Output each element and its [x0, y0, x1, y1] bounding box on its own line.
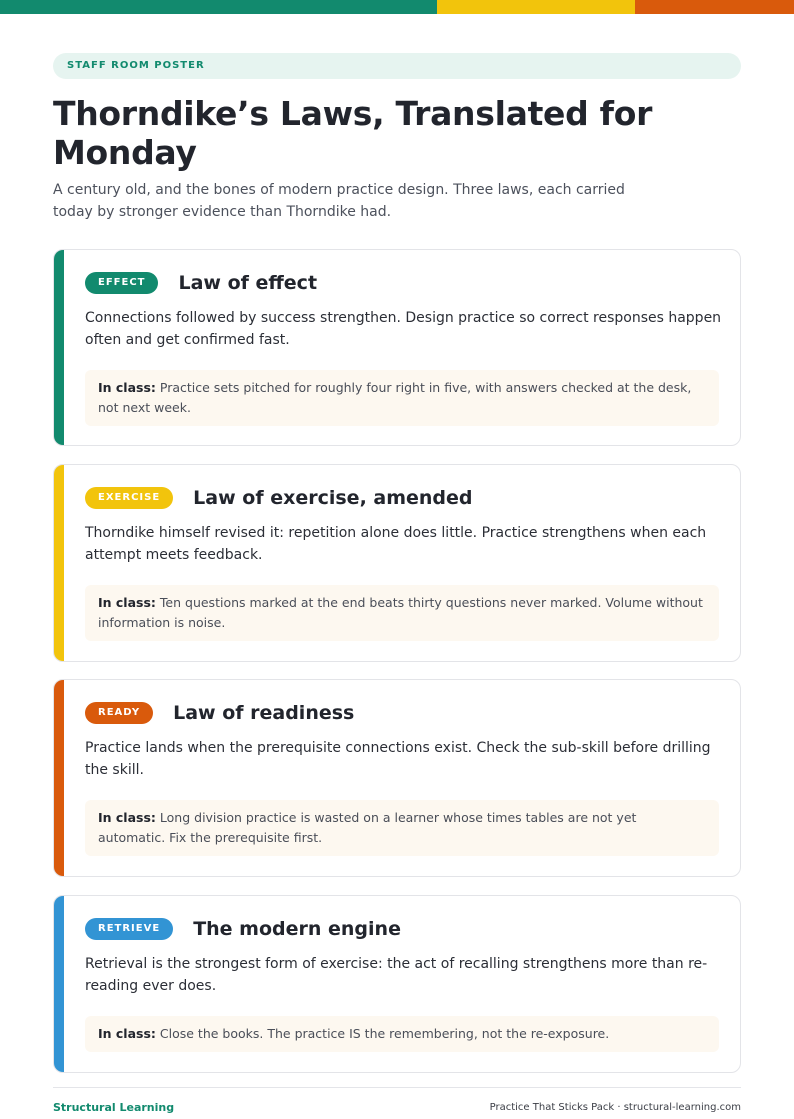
law-title: Law of effect — [178, 272, 318, 294]
top-bar-yellow-segment — [437, 0, 635, 14]
card-accent-bar — [54, 465, 64, 661]
law-badge: EFFECT — [85, 272, 158, 294]
in-class-note — [85, 585, 719, 641]
card-header — [85, 486, 473, 510]
footer-brand: Structural Learning — [53, 1101, 175, 1114]
card-header — [85, 701, 354, 725]
in-class-label: In class: — [98, 810, 156, 825]
law-description: Practice lands when the prerequisite connections exist. Check the sub-skill before drilling the skill. — [85, 740, 711, 778]
law-card-retrieve — [53, 895, 741, 1073]
in-class-text: Ten questions marked at the end beats thirty questions never marked. Volume without information is noise. — [98, 595, 703, 630]
law-description: Retrieval is the strongest form of exercise: the act of recalling strengthens more than re-reading ever does. — [85, 956, 708, 994]
in-class-label: In class: — [98, 1026, 156, 1041]
law-badge: RETRIEVE — [85, 918, 173, 940]
law-card-exercise — [53, 464, 741, 662]
law-card-readiness — [53, 679, 741, 877]
card-accent-bar — [54, 250, 64, 445]
top-bar-green-segment — [0, 0, 437, 14]
law-card-effect — [53, 249, 741, 446]
law-title: Law of readiness — [173, 702, 355, 724]
top-color-bar — [0, 0, 794, 14]
law-title: Law of exercise, amended — [193, 487, 473, 509]
law-description: Thorndike himself revised it: repetition alone does little. Practice strengthens when each attempt meets feedback. — [85, 525, 707, 563]
in-class-label: In class: — [98, 380, 156, 395]
in-class-text: Close the books. The practice IS the remembering, not the re-exposure. — [159, 1026, 610, 1041]
page-subtitle: A century old, and the bones of modern practice design. Three laws, each carried today by stronger evidence than Thorndike had. — [53, 182, 625, 220]
top-bar-orange-segment — [635, 0, 794, 14]
card-accent-bar — [54, 896, 64, 1072]
card-header — [85, 917, 401, 941]
footer-info: Practice That Sticks Pack · structural-learning.com — [489, 1102, 741, 1113]
law-description: Connections followed by success strengthen. Design practice so correct responses happen often and get confirmed fast. — [85, 310, 722, 348]
in-class-text: Practice sets pitched for roughly four right in five, with answers checked at the desk, not next week. — [98, 380, 692, 415]
card-accent-bar — [54, 680, 64, 876]
law-title: The modern engine — [193, 918, 401, 940]
footer-divider — [53, 1087, 741, 1088]
in-class-note — [85, 370, 719, 426]
card-header — [85, 271, 317, 295]
in-class-label: In class: — [98, 595, 156, 610]
in-class-note — [85, 800, 719, 856]
law-badge: EXERCISE — [85, 487, 173, 509]
in-class-text: Long division practice is wasted on a learner whose times tables are not yet automatic. Fix the prerequisite first. — [98, 810, 637, 845]
page-title: Thorndike’s Laws, Translated for Monday — [53, 94, 653, 172]
in-class-note — [85, 1016, 719, 1052]
poster-tag: STAFF ROOM POSTER — [53, 53, 741, 79]
law-badge: READY — [85, 702, 153, 724]
